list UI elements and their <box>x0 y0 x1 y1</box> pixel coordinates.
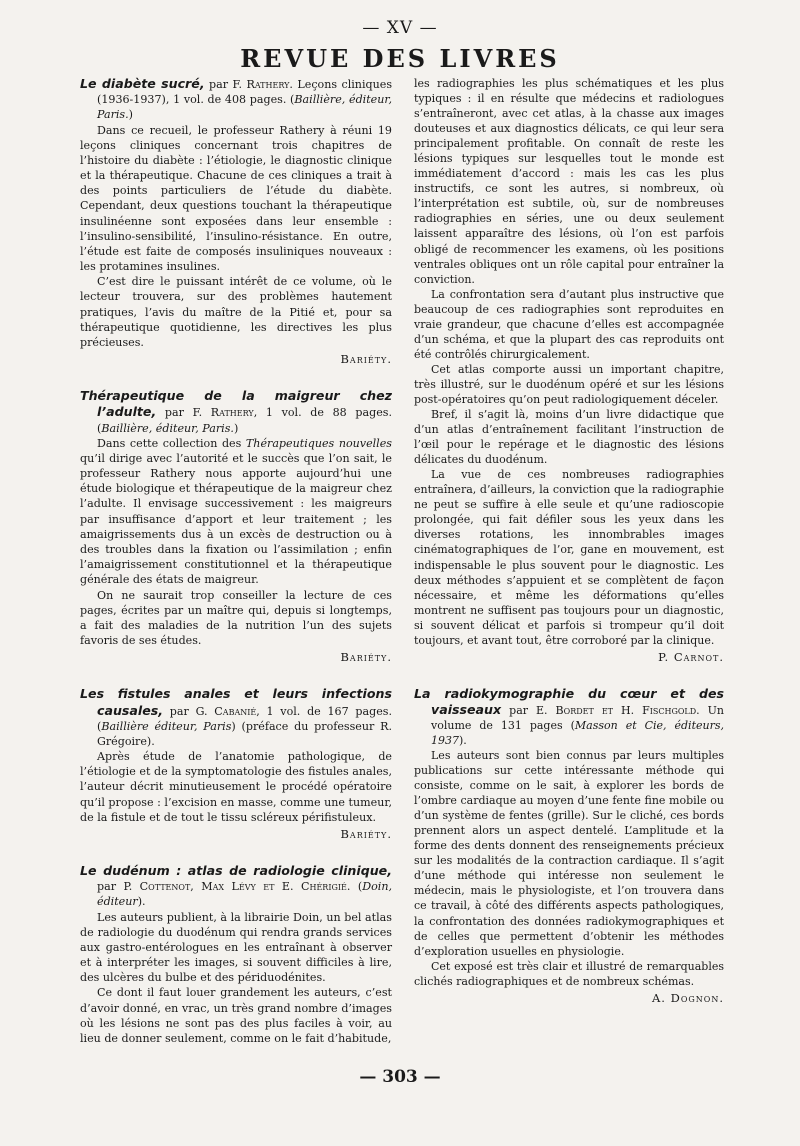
review-paragraph: La confrontation sera d’autant plus instructive que beaucoup de ces radiographies sont reproduites en vraie grandeur, que chacune d’elles est accompagnée d’un schéma, et que la plupart des cas reproduits ont été contrôlés chirurgicalement. <box>414 287 724 361</box>
review-diabete <box>80 76 392 367</box>
book-author: F. Rathery <box>232 78 290 91</box>
review-paragraph <box>80 436 392 588</box>
review-maigreur <box>80 388 392 665</box>
heading-text: ) <box>128 108 133 122</box>
heading-text: par <box>97 880 124 894</box>
book-title: La radiokymographie du cœur et des vaisseaux <box>414 685 724 717</box>
book-author: G. Cabanié <box>195 704 257 718</box>
review-paragraph: On ne saurait trop conseiller la lecture de ces pages, écrites par un maître qui, depuis si longtemps, a fait des maladies de la nutrition l’un des sujets favoris de ses études. <box>80 588 392 648</box>
book-publisher: Baillière éditeur, Paris <box>101 719 232 733</box>
review-paragraph: C’est dire le puissant intérêt de ce volume, où le lecteur trouvera, sur des problèmes hautement pratiques, l’avis du maître de la Pitié et, pour sa thérapeutique quotidienne, les directives les plus précieuses. <box>80 275 392 349</box>
review-duodenum-continued <box>414 76 724 665</box>
heading-text: par <box>204 78 233 91</box>
reviewer-signature: A. Dognon. <box>652 990 724 1005</box>
review-paragraph: Bref, il s’agit là, moins d’un livre didactique que d’un atlas d’entraînement facilitant l’instruction de l’œil pour le repérage et le diagnostic des lésions délicates du duodénum. <box>414 408 724 467</box>
review-paragraph: Après étude de l’anatomie pathologique, de l’étiologie et de la symptomatologie des fistules anales, l’auteur décrit minutieusement le procédé opératoire qu’il propose : l’excision en masse, comme une tumeur, de la fistule et de tout le tissu scléreux périfistuleux. <box>80 750 392 824</box>
heading-text: , 1 vol. de 88 pages. ( <box>97 406 393 435</box>
reviewer-signature: Bariéty. <box>340 826 392 841</box>
heading-text: , 1 vol. de 167 pages. ( <box>97 704 392 733</box>
reviewer-signature: Bariéty. <box>340 352 392 367</box>
heading-text: ) (préface du professeur R. Grégoire). <box>97 719 392 748</box>
review-heading <box>80 388 392 436</box>
book-publisher: Baillière, éditeur, Paris. <box>101 421 234 435</box>
paragraph-text: Dans cette collection des <box>97 436 246 450</box>
journal-section-title: REVUE DES LIVRES <box>240 44 560 73</box>
review-radiokymographie <box>414 686 724 1006</box>
book-author: P. Cottenot, Max Lévy et E. Chérigié <box>123 880 347 894</box>
review-heading <box>80 863 392 910</box>
book-title: Les fistules anales et leurs infections causales, <box>80 686 392 718</box>
heading-text: ). <box>137 895 146 909</box>
right-column <box>414 76 724 1027</box>
reviewer-signature: Bariéty. <box>340 650 392 665</box>
reviewer-signature: P. Carnot. <box>658 649 724 664</box>
heading-text: . ( <box>346 880 363 894</box>
heading-text: . Un volume de 131 pages ( <box>431 703 724 732</box>
review-paragraph: Cet atlas comporte aussi un important chapitre, très illustré, sur le duodénum opéré et sur les lésions post-opératoires qu’on peut radiologiquement déceler. <box>414 362 724 406</box>
paragraph-text: qu’il dirige avec l’autorité et le succès que l’on sait, le professeur Rathery nous apporte aujourd’hui une étude biologique et thérapeutique de la maigreur chez l’adulte. Il envisage successivement : les maigreurs par insuffisance d’apport et leur traitement ; les amaigrissements dus à un excès de destruction ou à des troubles dans la fixation ou l’assimilation ; enfin l’amaigrissement constitutionnel et la thérapeutique générale des états de maigreur. <box>80 451 392 587</box>
collection-name: Thérapeutiques nouvelles <box>245 436 392 450</box>
heading-text: par <box>156 406 193 420</box>
heading-text: par <box>501 703 537 717</box>
book-publisher: Doin, éditeur <box>97 880 392 909</box>
review-paragraph: Cet exposé est très clair et illustré de remarquables clichés radiographiques et de nombreux schémas. <box>414 959 724 988</box>
left-column <box>80 76 392 1046</box>
book-author: E. Bordet et H. Fischgold <box>536 703 697 717</box>
heading-text: . Leçons cliniques (1936-1937), 1 vol. de 408 pages. ( <box>97 78 393 107</box>
review-fistules <box>80 686 392 842</box>
page-roman-numeral: — XV — <box>362 18 438 38</box>
book-title: Le diabète sucré, <box>80 76 205 91</box>
heading-text: ) <box>233 421 239 435</box>
heading-text: ). <box>459 733 467 747</box>
heading-text: par <box>163 704 196 718</box>
book-title: Thérapeutique de la maigreur chez l’adulte, <box>80 388 392 420</box>
review-paragraph: Les auteurs sont bien connus par leurs multiples publications sur cette intéressante méthode qui consiste, comme on le sait, à explorer les bords de l’ombre cardiaque au moyen d’une fente fine mobile ou d’un système de fentes (grille). Sur le cliché, ces bords prennent alors un aspect dentelé. L’amplitude et la forme des dents donnent des renseignements précieux sur les modalités de la contraction cardiaque. Il s’agit d’une méthode qui intéresse non seulement le médecin, mais le physiologiste, et l’on trouvera dans ce travail, à côté des différents aspects pathologiques, la confrontation des données radiokymographiques et de celles que permettent d’obtenir les méthodes d’exploration usuelles en physiologie. <box>414 749 724 958</box>
review-heading <box>414 686 724 748</box>
book-title: Le dudénum : atlas de radiologie clinique, <box>80 863 392 879</box>
review-duodenum <box>80 863 392 1046</box>
book-publisher: Masson et Cie, éditeurs, 1937 <box>431 718 724 747</box>
review-heading <box>80 686 392 749</box>
review-heading <box>80 76 392 123</box>
review-paragraph: La vue de ces nombreuses radiographies entraînera, d’ailleurs, la conviction que la radiographie ne peut se suffire à elle seule et qu’une radioscopie prolongée, qui fait défiler sous les yeux dans les diverses rotations, les innombrables images cinématographiques de l’or, gane en mouvement, est indispensable le plus souvent pour le diagnostic. Les deux méthodes s’appuient et se complètent de façon nécessaire, et même les déformations qu’elles montrent ne suffisent pas toujours pour un diagnostic, si souvent délicat et parfois si trompeur qu’il doit toujours, et avant tout, être corroboré par la clinique. <box>414 468 724 647</box>
review-paragraph: Ce dont il faut louer grandement les auteurs, c’est d’avoir donné, en vrac, un très grand nombre d’images où les lésions ne sont pas des plus faciles à voir, au lieu de donner seulement, comme on le fait d’habitude, <box>80 986 392 1045</box>
book-author: F. Rathery <box>192 406 254 420</box>
review-paragraph: Les auteurs publient, à la librairie Doin, un bel atlas de radiologie du duodénum qui rendra grands services aux gastro-entérologues en les entraînant à observer et à interpréter les images, si souvent difficiles à lire, des ulcères du bulbe et des périduodénites. <box>80 910 392 985</box>
review-paragraph: Dans ce recueil, le professeur Rathery à réuni 19 leçons cliniques concernant trois chapitres de l’histoire du diabète : l’étiologie, le diagnostic clinique et la thérapeutique. Chacune de ces cliniques a trait à des points particuliers de l’étude du diabète. Cependant, deux questions touchant la thérapeutique insulinéenne sont exposées dans leur ensemble : l’insulino-sensibilité, l’insulino-résistance. En outre, l’étude est faite de composés insuliniques nouveaux : les protamines insulines. <box>80 123 392 274</box>
book-publisher: Baillière, éditeur, Paris. <box>97 93 392 122</box>
page-number: — 303 — <box>359 1067 441 1087</box>
review-paragraph: les radiographies les plus schématiques et les plus typiques : il en résulte que médecins et radiologues s’entraîneront, avec cet atlas, à la chasse aux images douteuses et aux diagnostics délicats, ce qui leur sera principalement profitable. On connaît de reste les lésions typiques sur lesquelles tout le monde est immédiatement d’accord : mais les cas les plus instructifs, ce sont les autres, si nombreux, où l’interprétation est subtile, où, sur de nombreuses radiographies en séries, une ou deux seulement laissent apparaître des lésions, où l’on est parfois obligé de recommencer les examens, où les positions ventrales obliques ont un rôle capital pour entraîner la conviction. <box>414 77 724 286</box>
